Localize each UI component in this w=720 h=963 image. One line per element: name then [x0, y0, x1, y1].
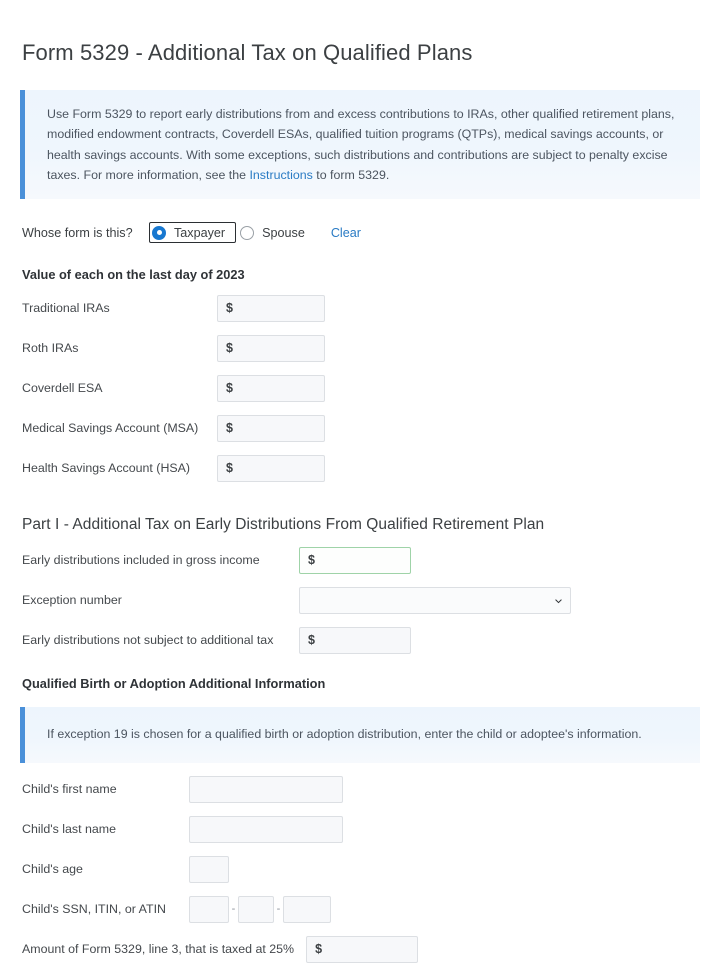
label-health-savings-account: Health Savings Account (HSA) [22, 461, 191, 476]
label-early-distributions-not-subject: Early distributions not subject to additional tax [22, 633, 274, 648]
field-row-amount-taxed-25 [20, 936, 700, 963]
input-amount-taxed-25[interactable] [306, 936, 418, 963]
field-row-roth-iras [20, 335, 700, 362]
input-child-ssn-part3[interactable] [283, 896, 331, 923]
exception-number-select-wrap[interactable] [299, 587, 571, 614]
label-early-distributions-included: Early distributions included in gross income [22, 553, 260, 568]
label-child-ssn: Child's SSN, ITIN, or ATIN [22, 902, 166, 917]
label-roth-iras: Roth IRAs [22, 341, 79, 356]
field-row-child-last-name [20, 816, 700, 843]
label-coverdell-esa: Coverdell ESA [22, 381, 103, 396]
ssn-separator-2: - [276, 903, 281, 916]
input-child-ssn-part1[interactable] [189, 896, 229, 923]
info-box-form-description [20, 90, 700, 198]
radio-option-spouse[interactable] [240, 226, 305, 240]
label-exception-number: Exception number [22, 593, 122, 608]
label-traditional-iras: Traditional IRAs [22, 301, 110, 316]
info-text-after-link: to form 5329. [312, 167, 390, 182]
radio-spouse-icon[interactable] [240, 226, 254, 240]
field-row-coverdell-esa [20, 375, 700, 402]
child-ssn-group [189, 896, 331, 923]
whose-form-row [20, 221, 700, 245]
input-coverdell-esa[interactable] [217, 375, 325, 402]
input-early-distributions-included[interactable] [299, 547, 411, 574]
whose-form-question: Whose form is this? [22, 225, 133, 240]
info-text-before-link: Use Form 5329 to report early distributions from and excess contributions to IRAs, other qualified retirement plans, modified endowment contracts, Coverdell ESAs, qualified tuition programs (QTPs), medical savings accounts, or health savings accounts. With some exceptions, such distributions and contributions are subject to penalty excise taxes. For more information, see the [47, 107, 675, 182]
label-amount-taxed-25: Amount of Form 5329, line 3, that is taxed at 25% [22, 942, 295, 957]
ssn-separator-1: - [231, 903, 236, 916]
radio-taxpayer-icon[interactable] [152, 226, 166, 240]
field-row-exception-number [20, 587, 700, 614]
field-row-traditional-iras [20, 295, 700, 322]
info-box-qualified-birth [20, 707, 700, 763]
radio-taxpayer-label: Taxpayer [174, 225, 226, 240]
radio-option-taxpayer[interactable] [149, 222, 236, 243]
qualified-birth-info-text: If exception 19 is chosen for a qualified birth or adoption distribution, enter the child or adoptee's information. [47, 726, 642, 741]
input-child-first-name[interactable] [189, 776, 343, 803]
label-child-age: Child's age [22, 862, 83, 877]
input-child-ssn-part2[interactable] [238, 896, 274, 923]
field-row-early-distributions-not-subject [20, 627, 700, 654]
radio-spouse-label: Spouse [262, 225, 305, 240]
field-row-hsa [20, 455, 700, 482]
label-child-last-name: Child's last name [22, 822, 116, 837]
label-child-first-name: Child's first name [22, 782, 117, 797]
input-health-savings-account[interactable] [217, 455, 325, 482]
input-early-distributions-not-subject[interactable] [299, 627, 411, 654]
field-row-child-age [20, 856, 700, 883]
field-row-child-first-name [20, 776, 700, 803]
qualified-birth-heading: Qualified Birth or Adoption Additional Information [22, 675, 326, 691]
label-medical-savings-account: Medical Savings Account (MSA) [22, 421, 199, 436]
input-child-age[interactable] [189, 856, 229, 883]
values-section-heading: Value of each on the last day of 2023 [22, 266, 245, 282]
input-medical-savings-account[interactable] [217, 415, 325, 442]
field-row-child-ssn [20, 896, 700, 923]
field-row-early-distributions-included [20, 547, 700, 574]
page-title: Form 5329 - Additional Tax on Qualified Plans [22, 40, 473, 65]
input-child-last-name[interactable] [189, 816, 343, 843]
instructions-link[interactable]: Instructions [249, 167, 313, 182]
select-exception-number[interactable] [299, 587, 571, 614]
input-traditional-iras[interactable] [217, 295, 325, 322]
input-roth-iras[interactable] [217, 335, 325, 362]
clear-link[interactable]: Clear [330, 225, 361, 240]
part-one-heading: Part I - Additional Tax on Early Distributions From Qualified Retirement Plan [22, 515, 545, 533]
field-row-msa [20, 415, 700, 442]
